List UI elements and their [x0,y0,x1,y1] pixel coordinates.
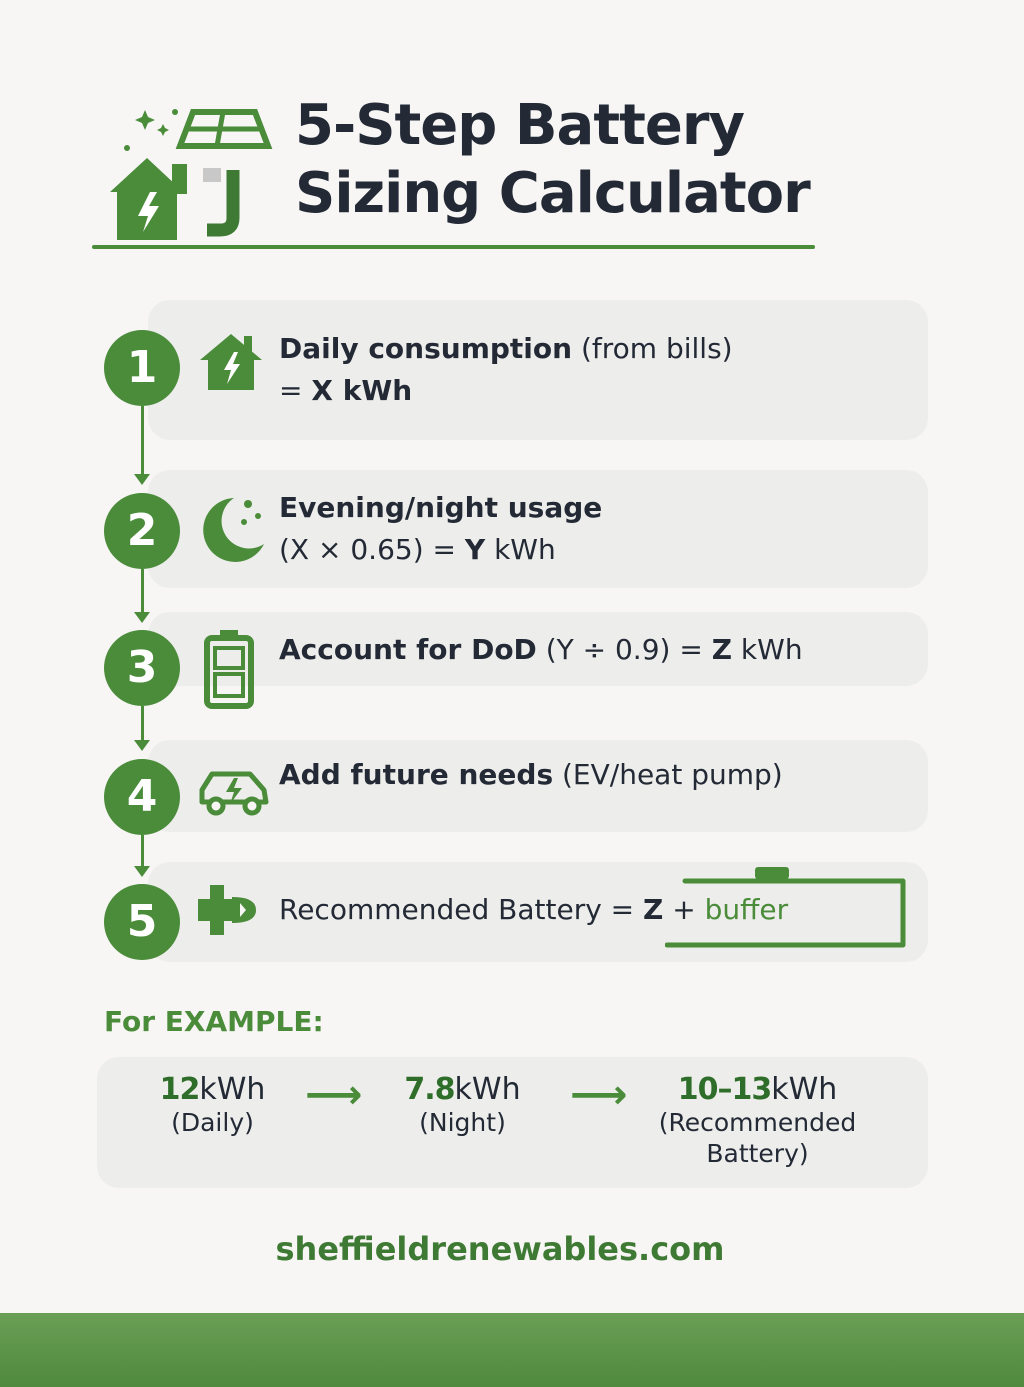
formula-unit: kWh [485,533,556,566]
formula-part: (X × 0.65) = [279,533,465,566]
formula-unit: kWh [332,374,413,407]
arrow-right-icon: ⟶ [570,1072,628,1118]
example-value: 12 [159,1072,200,1107]
connector-line [141,835,144,867]
footer-band [0,1313,1024,1387]
step-2-number: 2 [104,493,180,569]
electric-car-icon [196,764,271,823]
example-value: 10–13 [677,1072,772,1107]
formula-unit: kWh [732,633,803,666]
solar-house-icon [105,100,275,244]
step-1-text [279,328,733,412]
step-4-title: Add future needs [279,758,554,791]
page-title [295,92,810,228]
example-daily [130,1072,295,1138]
step-4-note: (EV/heat pump) [553,758,783,791]
step-4-text [279,754,783,796]
connector-line [141,406,144,476]
step-3-title: Account for DoD [279,633,537,666]
step-1-title: Daily consumption [279,332,573,365]
website-link[interactable]: sheffieldrenewables.com [275,1230,725,1268]
moon-stars-icon [196,494,271,568]
example-caption: (Recommended Battery) [658,1108,857,1168]
connector-line [141,569,144,617]
title-underline [92,245,815,249]
formula-variable: Y [464,533,486,566]
formula-part: + [663,893,705,926]
buffer-label: buffer [704,893,789,926]
example-caption: (Daily) [171,1108,254,1137]
example-night [375,1072,550,1138]
example-caption: (Night) [419,1108,506,1137]
step-5-number: 5 [104,884,180,960]
step-2-text [279,487,602,571]
example-unit: kWh [454,1072,521,1107]
step-3-number: 3 [104,630,180,706]
formula-part: = [279,374,312,407]
plug-icon [196,885,261,939]
arrow-right-icon: ⟶ [305,1072,363,1118]
arrow-down-icon [134,866,150,877]
formula-part: = [601,893,644,926]
formula-variable: Z [643,893,664,926]
example-value: 7.8 [404,1072,455,1107]
arrow-down-icon [134,474,150,485]
example-label: For EXAMPLE: [104,1005,324,1038]
arrow-down-icon [134,612,150,623]
step-3-text [279,629,803,671]
house-bolt-icon [196,330,266,396]
title-line-1: 5-Step Battery [295,93,744,158]
formula-variable: X [311,374,333,407]
connector-line [141,706,144,744]
battery-icon [202,628,257,714]
battery-outline-icon [665,867,910,953]
example-unit: kWh [771,1072,838,1107]
formula-part: (Y ÷ 0.9) = [536,633,712,666]
step-1-number: 1 [104,330,180,406]
formula-variable: Z [711,633,733,666]
example-unit: kWh [199,1072,266,1107]
arrow-down-icon [134,740,150,751]
example-recommended [640,1072,875,1169]
step-2-title: Evening/night usage [279,491,603,524]
step-1-note: (from bills) [572,332,733,365]
step-5-title: Recommended Battery [279,893,602,926]
title-line-2: Sizing Calculator [295,161,810,226]
step-4-number: 4 [104,759,180,835]
